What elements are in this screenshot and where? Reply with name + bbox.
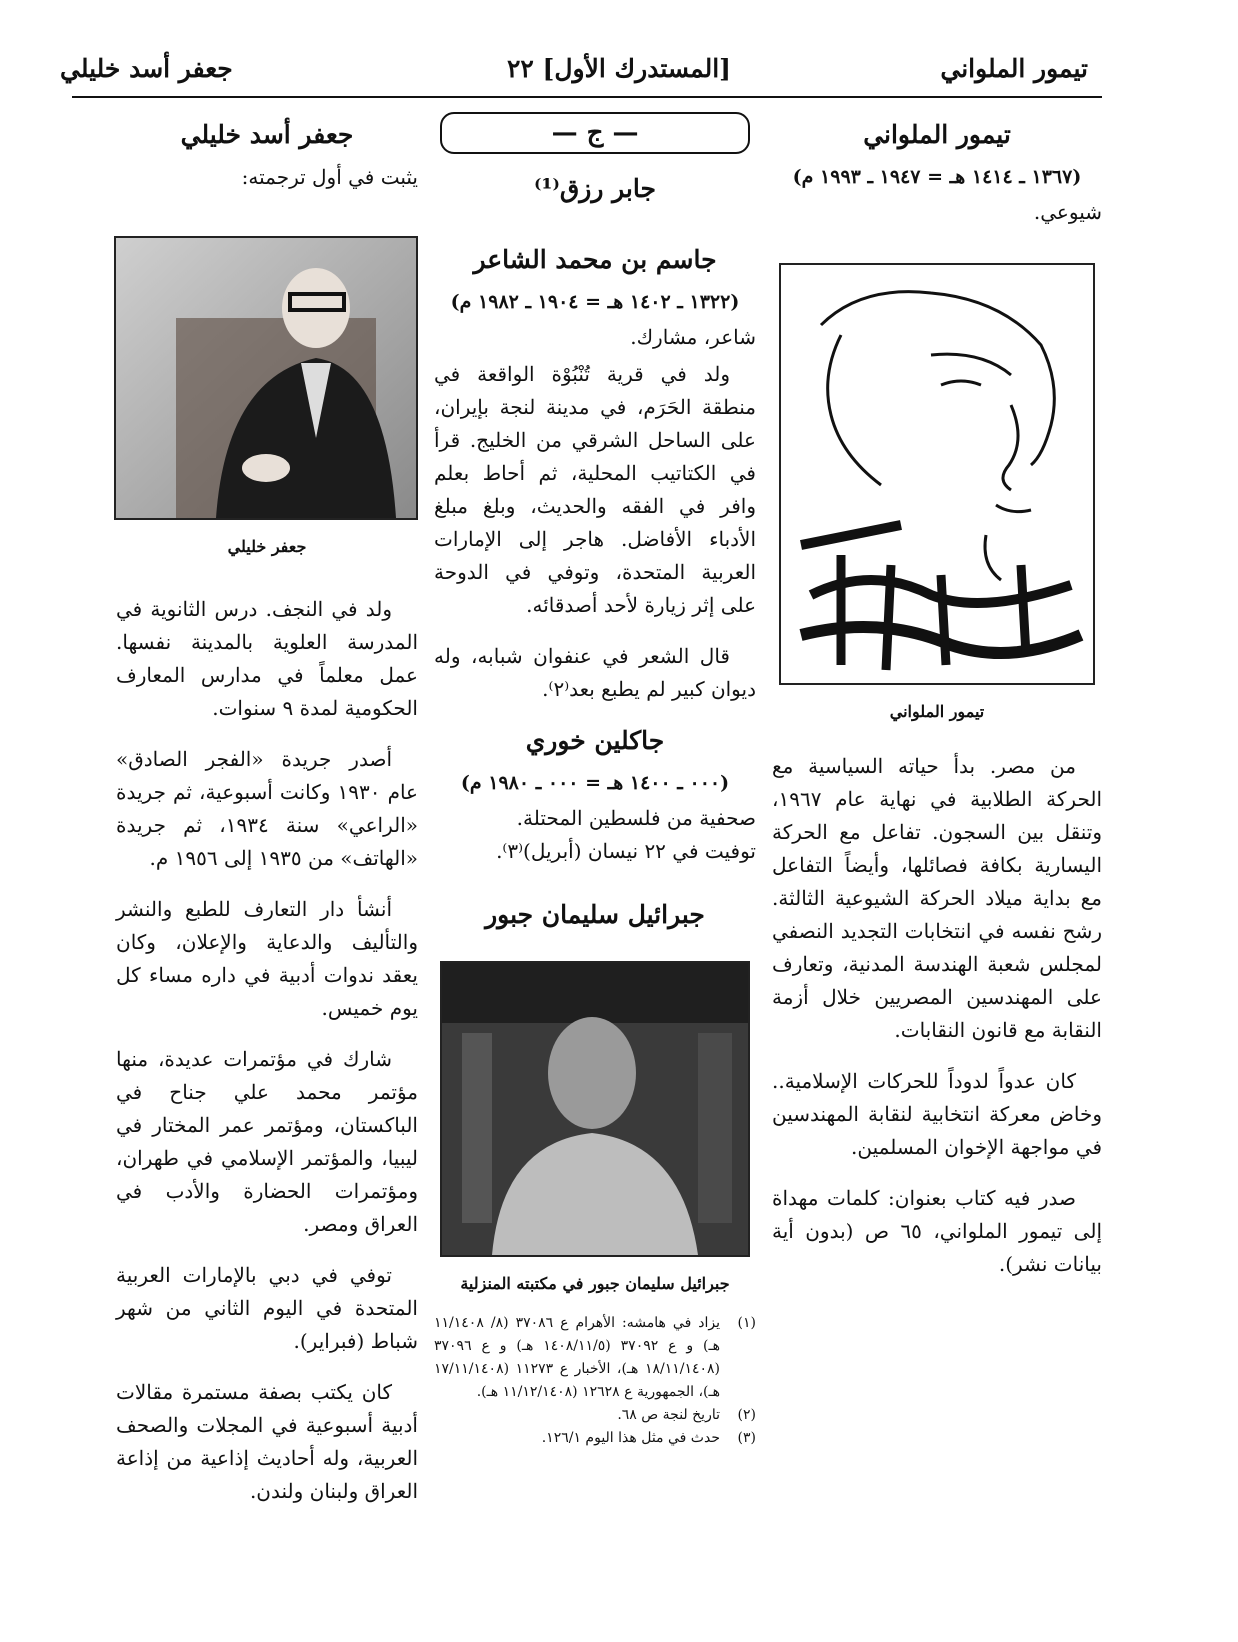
entry-title: جعفر أسد خليلي [180, 120, 354, 149]
running-head-left: جعفر أسد خليلي [60, 54, 233, 83]
section-letter-box: — ج — [440, 112, 750, 154]
entry-description: شاعر، مشارك. [630, 325, 756, 349]
entry-years: (١٣٦٧ ـ ١٤١٤ هـ = ١٩٤٧ ـ ١٩٩٣ م) [792, 166, 1082, 188]
photo-khalili [114, 236, 418, 520]
entry-title: جاكلين خوري [525, 726, 665, 755]
entry-title: تيمور الملواني [863, 120, 1011, 149]
column-middle [434, 112, 756, 1450]
footnote-item: (٢) تاريخ لنجة ص ٦٨. [617, 1407, 756, 1423]
entry-title: جبرائيل سليمان جبور [485, 900, 705, 929]
paragraph: أنشأ دار التعارف للطبع والنشر والتأليف والدعاية والإعلان، وكان يعقد ندوات أدبية في داره مساء كل يوم خميس. [116, 897, 418, 1020]
header-rule [72, 96, 1102, 98]
footnotes [434, 1312, 756, 1450]
image-caption: جبرائيل سليمان جبور في مكتبته المنزلية [460, 1274, 730, 1293]
entry-description: شيوعي. [1033, 200, 1102, 224]
entry-years: (٠٠٠ ـ ١٤٠٠ هـ = ٠٠٠ ـ ١٩٨٠ م) [460, 772, 730, 794]
entry-years: (١٣٢٢ ـ ١٤٠٢ هـ = ١٩٠٤ ـ ١٩٨٢ م) [450, 291, 740, 313]
footnote-item: (٣) حدث في مثل هذا اليوم ١٢٦/١. [541, 1430, 756, 1446]
paragraph: ولد في قرية تُنْبُوْة الواقعة في منطقة الحَرَم، في مدينة لنجة بإيران، على الساحل الشرقي من الخليج. قرأ في الكتاتيب المحلية، ثم أحاط بعلم وافر في الفقه والحديث، وبلغ مبلغ الأدباء الأفاضل. هاجر إلى الإمارات العربية المتحدة، وتوفي في الدوحة على إثر زيارة لأحد أصدقائه. [434, 362, 756, 617]
paragraph: توفي في دبي بالإمارات العربية المتحدة في اليوم الثاني من شهر شباط (فبراير). [116, 1263, 418, 1353]
portrait-drawing [779, 263, 1095, 685]
running-head-center: [المستدرك الأول] ٢٢ [506, 54, 732, 83]
column-left [116, 112, 418, 1526]
footnote-item: (١) يزاد في هامشه: الأهرام ع ٣٧٠٨٦ (٨/ ١١/١٤٠٨ هـ) و ع ٣٧٠٩٢ (١٤٠٨/١١/٥ هـ) و ع ٣٧٠٩٦ (١٨/١١/١٤٠٨ هـ)، الأخبار ع ١١٢٧٣ (١٧/١١/١٤٠٨ هـ)، الجمهورية ع ١٢٦٢٨ (١١/١٢/١٤٠٨ هـ). [434, 1315, 756, 1400]
paragraph: صدر فيه كتاب بعنوان: كلمات مهداة إلى تيمور الملواني، ٦٥ ص (بدون أية بيانات نشر). [772, 1186, 1102, 1276]
entry-title: جابر رزق⁽¹⁾ [534, 174, 656, 203]
entry-intro: يثبت في أول ترجمته: [241, 165, 418, 189]
photo-jabbour [440, 961, 750, 1257]
paragraph: من مصر. بدأ حياته السياسية مع الحركة الطلابية في نهاية عام ١٩٦٧، وتنقل بين السجون. تفاعل مع الحركة اليسارية بكافة فصائلها، وأيضاً التفاعل مع بداية ميلاد الحركة الشيوعية الثالثة. رشح نفسه في انتخابات التجديد النصفي لمجلس شعبة الهندسة المدنية، وتعارف على المهندسين المصريين خلال أزمة النقابة مع قانون النقابات. [772, 754, 1102, 1042]
page-header [0, 40, 1238, 96]
entry-title: جاسم بن محمد الشاعر [473, 245, 717, 274]
entry-death: توفيت في ٢٢ نيسان (أبريل)⁽٣⁾. [496, 839, 756, 863]
running-head-right: تيمور الملواني [940, 54, 1088, 83]
image-caption: جعفر خليلي [227, 537, 307, 556]
column-right [772, 112, 1102, 1299]
paragraph: شارك في مؤتمرات عديدة، منها مؤتمر محمد علي جناح في الباكستان، ومؤتمر عمر المختار في ليبيا، والمؤتمر الإسلامي في طهران، ومؤتمرات الحضارة والأدب في العراق ومصر. [116, 1047, 418, 1236]
paragraph: ولد في النجف. درس الثانوية في المدرسة العلوية بالمدينة نفسها. عمل معلماً في مدارس المعارف الحكومية لمدة ٩ سنوات. [116, 597, 418, 720]
paragraph: كان عدواً لدوداً للحركات الإسلامية.. وخاض معركة انتخابية لنقابة المهندسين في مواجهة الإخوان المسلمين. [772, 1069, 1102, 1159]
entry-description: صحفية من فلسطين المحتلة. [516, 806, 756, 830]
paragraph: كان يكتب بصفة مستمرة مقالات أدبية أسبوعية في المجلات والصحف العربية، وله أحاديث إذاعية من إذاعة العراق ولبنان ولندن. [116, 1380, 418, 1503]
paragraph: قال الشعر في عنفوان شبابه، وله ديوان كبير لم يطبع بعد⁽٢⁾. [434, 644, 756, 701]
image-caption: تيمور الملواني [889, 702, 985, 721]
paragraph: أصدر جريدة «الفجر الصادق» عام ١٩٣٠ وكانت أسبوعية، ثم جريدة «الراعي» سنة ١٩٣٤، ثم جريدة «الهاتف» من ١٩٣٥ إلى ١٩٥٦ م. [116, 747, 418, 870]
